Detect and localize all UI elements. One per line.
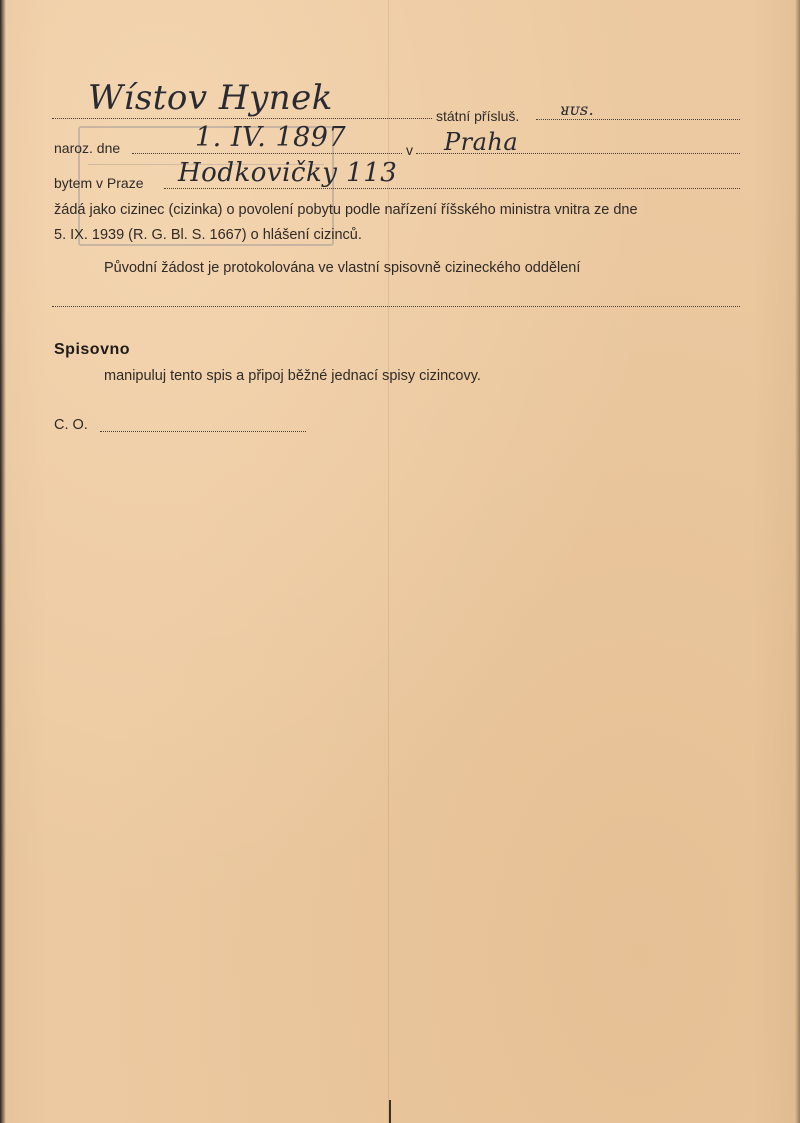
name-line	[52, 118, 432, 119]
request-text-line1: žádá jako cizinec (cizinka) o povolení pobytu podle nařízení říšského ministra vnitra ze dne	[54, 202, 638, 218]
co-line	[100, 431, 306, 432]
registry-instruction: manipuluj tento spis a připoj běžné jednací spisy cizincovy.	[104, 368, 481, 384]
nationality-label: státní přísluš.	[436, 108, 520, 124]
born-date-handwritten: 1. IV. 1897	[195, 122, 347, 153]
paper-right-edge	[795, 0, 800, 1123]
paper-left-edge	[0, 0, 6, 1123]
co-label: C. O.	[54, 417, 88, 433]
request-text-line2: 5. IX. 1939 (R. G. Bl. S. 1667) o hlášení cizinců.	[54, 227, 362, 243]
name-handwritten: Wístov Hynek	[88, 78, 333, 118]
registry-heading: Spisovno	[54, 341, 131, 358]
born-place-handwritten: Praha	[444, 128, 519, 156]
residence-handwritten: Hodkovičky 113	[178, 158, 398, 188]
protocol-text: Původní žádost je protokolována ve vlastní spisovně cizineckého oddělení	[104, 260, 581, 276]
paper-tear-mark	[389, 1100, 391, 1123]
protocol-line	[52, 306, 740, 307]
residence-line	[164, 188, 740, 189]
born-place-label: v	[406, 142, 413, 158]
residence-label: bytem v Praze	[54, 175, 144, 191]
nationality-line	[536, 119, 740, 120]
born-label: naroz. dne	[54, 140, 121, 156]
born-date-line	[132, 153, 402, 154]
nationality-handwritten: ᴚᴜꜱ.	[560, 100, 595, 119]
